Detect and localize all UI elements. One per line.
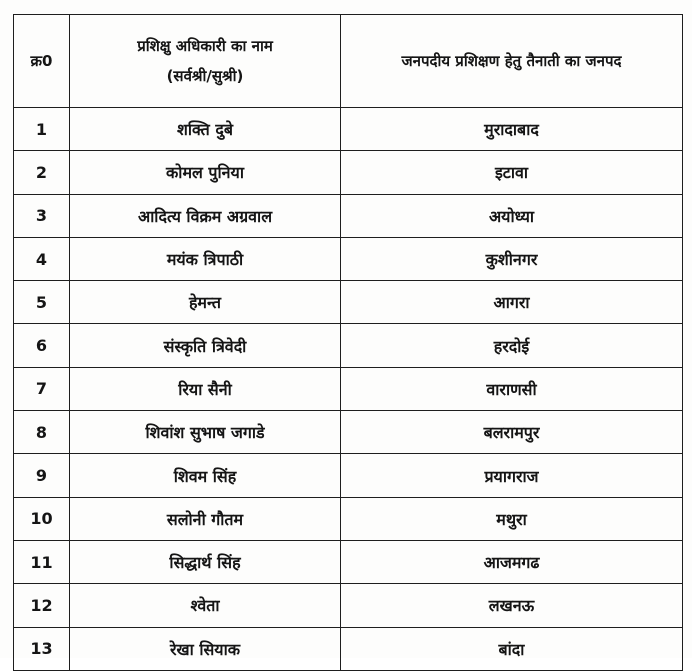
officer-name-cell: संस्कृति त्रिवेदी [70, 324, 341, 367]
table-body [14, 108, 683, 671]
table-row [14, 584, 683, 627]
table-row [14, 194, 683, 237]
table-row [14, 367, 683, 410]
officer-name-cell: रेखा सियाक [70, 627, 341, 670]
table-row [14, 237, 683, 280]
table-row [14, 108, 683, 151]
table-row [14, 540, 683, 583]
district-cell: मथुरा [341, 497, 683, 540]
serial-number-cell: 8 [14, 411, 70, 454]
officer-name-cell: शिवांश सुभाष जगाडे [70, 411, 341, 454]
officer-name-cell: शिवम सिंह [70, 454, 341, 497]
district-cell: हरदोई [341, 324, 683, 367]
district-cell: बलरामपुर [341, 411, 683, 454]
serial-number-cell: 4 [14, 237, 70, 280]
officer-name-cell: सिद्धार्थ सिंह [70, 540, 341, 583]
header-posting-district: जनपदीय प्रशिक्षण हेतु तैनाती का जनपद [341, 15, 683, 108]
table-row [14, 151, 683, 194]
officer-name-cell: श्वेता [70, 584, 341, 627]
district-cell: प्रयागराज [341, 454, 683, 497]
serial-number-cell: 13 [14, 627, 70, 670]
serial-number-cell: 6 [14, 324, 70, 367]
district-cell: आजमगढ [341, 540, 683, 583]
officer-name-cell: शक्ति दुबे [70, 108, 341, 151]
officer-name-cell: रिया सैनी [70, 367, 341, 410]
district-cell: अयोध्या [341, 194, 683, 237]
district-cell: लखनऊ [341, 584, 683, 627]
district-cell: इटावा [341, 151, 683, 194]
serial-number-cell: 7 [14, 367, 70, 410]
table-row [14, 324, 683, 367]
serial-number-cell: 12 [14, 584, 70, 627]
table-row [14, 454, 683, 497]
district-cell: आगरा [341, 281, 683, 324]
officer-name-cell: हेमन्त [70, 281, 341, 324]
serial-number-cell: 2 [14, 151, 70, 194]
serial-number-cell: 10 [14, 497, 70, 540]
table-row [14, 497, 683, 540]
table-row [14, 411, 683, 454]
district-cell: वाराणसी [341, 367, 683, 410]
header-serial: क्र0 [14, 15, 70, 108]
serial-number-cell: 11 [14, 540, 70, 583]
serial-number-cell: 3 [14, 194, 70, 237]
table-row [14, 281, 683, 324]
header-officer-name [70, 15, 341, 108]
officer-name-cell: आदित्य विक्रम अग्रवाल [70, 194, 341, 237]
serial-number-cell: 5 [14, 281, 70, 324]
header-officer-name-line1: प्रशिक्षु अधिकारी का नाम [137, 37, 273, 55]
officer-name-cell: सलोनी गौतम [70, 497, 341, 540]
district-cell: मुरादाबाद [341, 108, 683, 151]
serial-number-cell: 1 [14, 108, 70, 151]
header-row [14, 15, 683, 108]
serial-number-cell: 9 [14, 454, 70, 497]
header-officer-name-line2: (सर्वश्री/सुश्री) [166, 67, 244, 85]
officer-name-cell: मयंक त्रिपाठी [70, 237, 341, 280]
district-cell: कुशीनगर [341, 237, 683, 280]
district-cell: बांदा [341, 627, 683, 670]
table-row [14, 627, 683, 670]
trainee-posting-table [13, 14, 683, 671]
officer-name-cell: कोमल पुनिया [70, 151, 341, 194]
